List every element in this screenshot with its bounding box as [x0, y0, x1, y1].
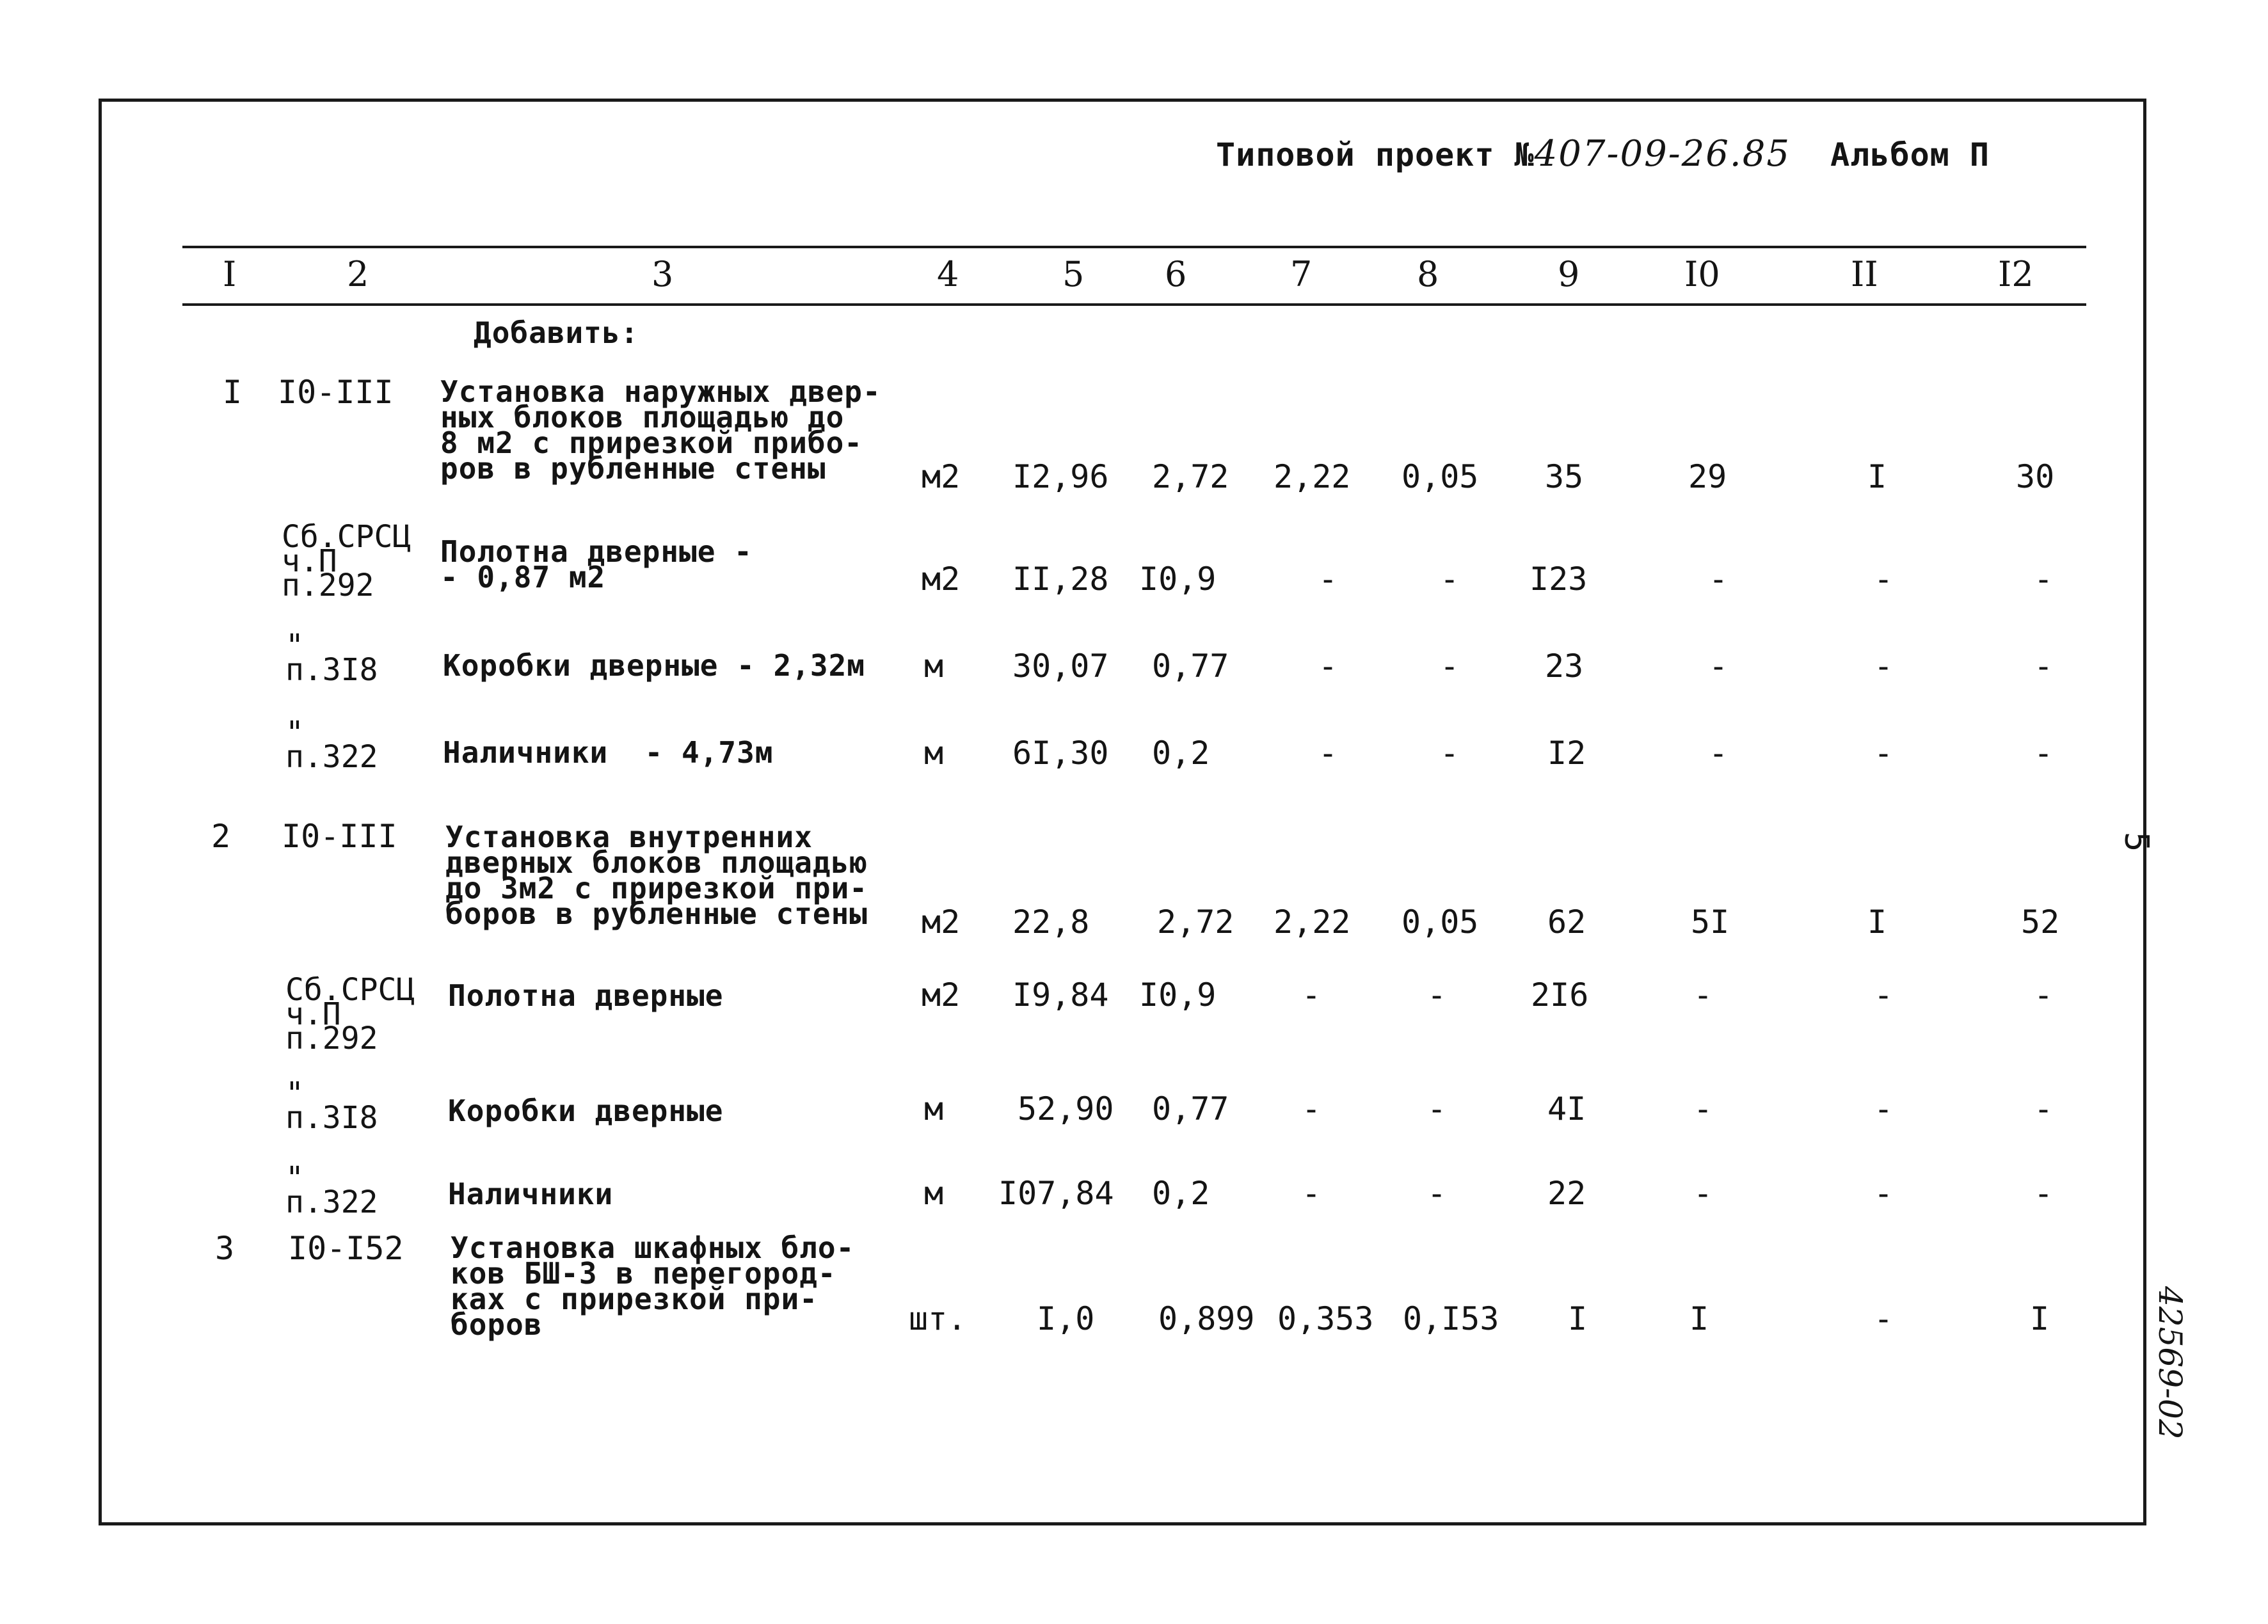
- row6-ref: Сб.СРСЦ ч.П п.292: [285, 972, 415, 1056]
- row2-unit: м2: [922, 561, 961, 598]
- col-header-3: 3: [651, 254, 674, 294]
- row4-unit: м: [924, 735, 944, 772]
- row7-desc: Коробки дверные: [448, 1094, 724, 1128]
- row5-code: I0-III: [282, 818, 397, 855]
- row6-c10: -: [1693, 976, 1713, 1014]
- row9-c10: I: [1689, 1300, 1709, 1337]
- row2-c9: I23: [1529, 561, 1588, 598]
- row8-desc: Наличники: [448, 1177, 614, 1211]
- row5-c11: I: [1867, 904, 1887, 941]
- row9-unit: шт.: [909, 1300, 967, 1337]
- row5-num: 2: [211, 818, 231, 855]
- row3-desc: Коробки дверные - 2,32м: [443, 648, 865, 683]
- row8-c10: -: [1693, 1175, 1713, 1212]
- row4-ref: " п.322: [285, 715, 378, 775]
- col-header-12: I2: [1998, 254, 2034, 294]
- project-number: 407-09-26.85: [1534, 133, 1791, 175]
- header-bottom-rule: [182, 303, 2086, 306]
- row2-c6: I0,9: [1139, 561, 1217, 598]
- col-header-10: I0: [1684, 254, 1720, 294]
- row2-c10: -: [1709, 561, 1729, 598]
- row8-unit: м: [924, 1175, 944, 1212]
- row5-c12: 52: [2021, 904, 2060, 941]
- row5-desc: Установка внутренних дверных блоков площадью до 3м2 с прирезкой при- боров в рубленные стены: [445, 820, 868, 931]
- row8-c9: 22: [1547, 1175, 1586, 1212]
- row7-c12: -: [2034, 1090, 2054, 1127]
- row5-c9: 62: [1547, 904, 1586, 941]
- row7-c7: -: [1302, 1090, 1322, 1127]
- row1-c8: 0,05: [1402, 458, 1479, 495]
- col-header-7: 7: [1290, 254, 1313, 294]
- row1-c10: 29: [1688, 458, 1727, 495]
- row9-c9: I: [1568, 1300, 1588, 1337]
- row6-c5: I9,84: [1012, 976, 1109, 1014]
- row1-c5: I2,96: [1012, 458, 1109, 495]
- row6-c6: I0,9: [1139, 976, 1217, 1014]
- row6-desc: Полотна дверные: [448, 978, 724, 1013]
- col-header-4: 4: [937, 254, 959, 294]
- row6-c12: -: [2034, 976, 2054, 1014]
- row4-c10: -: [1709, 735, 1729, 772]
- stamp-code: 42569-02: [2152, 1286, 2189, 1440]
- row3-c9: 23: [1545, 648, 1584, 685]
- row3-c6: 0,77: [1152, 648, 1229, 685]
- row1-c9: 35: [1545, 458, 1584, 495]
- row1-c6: 2,72: [1152, 458, 1229, 495]
- row2-c7: -: [1318, 561, 1338, 598]
- row9-c6: 0,899: [1158, 1300, 1255, 1337]
- row2-c8: -: [1440, 561, 1460, 598]
- row1-c7: 2,22: [1274, 458, 1351, 495]
- row8-c12: -: [2034, 1175, 2054, 1212]
- row2-c5: II,28: [1012, 561, 1109, 598]
- row1-num: I: [223, 374, 243, 411]
- row5-c5: 22,8: [1012, 904, 1090, 941]
- row9-c11: -: [1874, 1300, 1894, 1337]
- row5-c6: 2,72: [1157, 904, 1234, 941]
- col-header-11: II: [1851, 254, 1878, 294]
- row7-c6: 0,77: [1152, 1090, 1229, 1127]
- row7-c11: -: [1874, 1090, 1894, 1127]
- row9-c7: 0,353: [1277, 1300, 1374, 1337]
- row3-c7: -: [1318, 648, 1338, 685]
- row4-c8: -: [1440, 735, 1460, 772]
- row1-c12: 30: [2016, 458, 2055, 495]
- row9-c5: I,0: [1037, 1300, 1095, 1337]
- header: [1216, 133, 1990, 175]
- header-title: Типовой проект №: [1216, 136, 1535, 173]
- row9-code: I0-I52: [288, 1230, 404, 1267]
- row1-desc: Установка наружных двер- ных блоков площадью до 8 м2 с прирезкой прибо- ров в рубленные стены: [440, 374, 881, 486]
- row5-c8: 0,05: [1402, 904, 1479, 941]
- row1-code: I0-III: [278, 374, 394, 411]
- col-header-8: 8: [1417, 254, 1439, 294]
- row9-c12: I: [2030, 1300, 2050, 1337]
- col-header-2: 2: [347, 254, 369, 294]
- page-number: 5: [2117, 832, 2155, 852]
- row6-c9: 2I6: [1531, 976, 1589, 1014]
- row3-c10: -: [1709, 648, 1729, 685]
- row7-ref: " п.3I8: [285, 1076, 378, 1136]
- row2-desc: Полотна дверные - - 0,87 м2: [440, 534, 753, 594]
- row6-unit: м2: [922, 976, 961, 1014]
- row9-num: 3: [215, 1230, 235, 1267]
- row3-unit: м: [924, 648, 944, 685]
- section-label: Добавить:: [474, 315, 639, 350]
- row9-desc: Установка шкафных бло- ков БШ-3 в перегород- ках с прирезкой при- боров: [451, 1230, 855, 1342]
- row3-ref: " п.3I8: [285, 628, 378, 688]
- row8-c6: 0,2: [1152, 1175, 1210, 1212]
- row4-c12: -: [2034, 735, 2054, 772]
- row2-c12: -: [2034, 561, 2054, 598]
- album-label: Альбом П: [1830, 136, 1990, 173]
- row7-unit: м: [924, 1090, 944, 1127]
- row4-desc: Наличники - 4,73м: [443, 735, 774, 770]
- row5-c7: 2,22: [1274, 904, 1351, 941]
- row3-c11: -: [1874, 648, 1894, 685]
- col-header-6: 6: [1165, 254, 1187, 294]
- row4-c9: I2: [1547, 735, 1586, 772]
- row8-c7: -: [1302, 1175, 1322, 1212]
- row4-c11: -: [1874, 735, 1894, 772]
- row8-c5: I07,84: [998, 1175, 1114, 1212]
- row7-c10: -: [1693, 1090, 1713, 1127]
- row4-c6: 0,2: [1152, 735, 1210, 772]
- row9-c8: 0,I53: [1403, 1300, 1499, 1337]
- row4-c5: 6I,30: [1012, 735, 1109, 772]
- row6-c8: -: [1427, 976, 1447, 1014]
- col-header-1: I: [223, 254, 237, 294]
- row2-c11: -: [1874, 561, 1894, 598]
- row8-ref: " п.322: [285, 1160, 378, 1220]
- row7-c8: -: [1427, 1090, 1447, 1127]
- row7-c9: 4I: [1547, 1090, 1586, 1127]
- row3-c8: -: [1440, 648, 1460, 685]
- row6-c11: -: [1874, 976, 1894, 1014]
- row3-c12: -: [2034, 648, 2054, 685]
- col-header-9: 9: [1558, 254, 1580, 294]
- row2-ref: Сб.СРСЦ ч.П п.292: [282, 519, 411, 603]
- col-header-5: 5: [1062, 254, 1085, 294]
- row7-c5: 52,90: [1018, 1090, 1114, 1127]
- row4-c7: -: [1318, 735, 1338, 772]
- row8-c11: -: [1874, 1175, 1894, 1212]
- row1-unit: м2: [922, 458, 961, 495]
- row5-c10: 5I: [1691, 904, 1730, 941]
- page-frame: [99, 99, 2146, 1525]
- row6-c7: -: [1302, 976, 1322, 1014]
- row5-unit: м2: [922, 904, 961, 941]
- header-top-rule: [182, 246, 2086, 248]
- row8-c8: -: [1427, 1175, 1447, 1212]
- row1-c11: I: [1867, 458, 1887, 495]
- row3-c5: 30,07: [1012, 648, 1109, 685]
